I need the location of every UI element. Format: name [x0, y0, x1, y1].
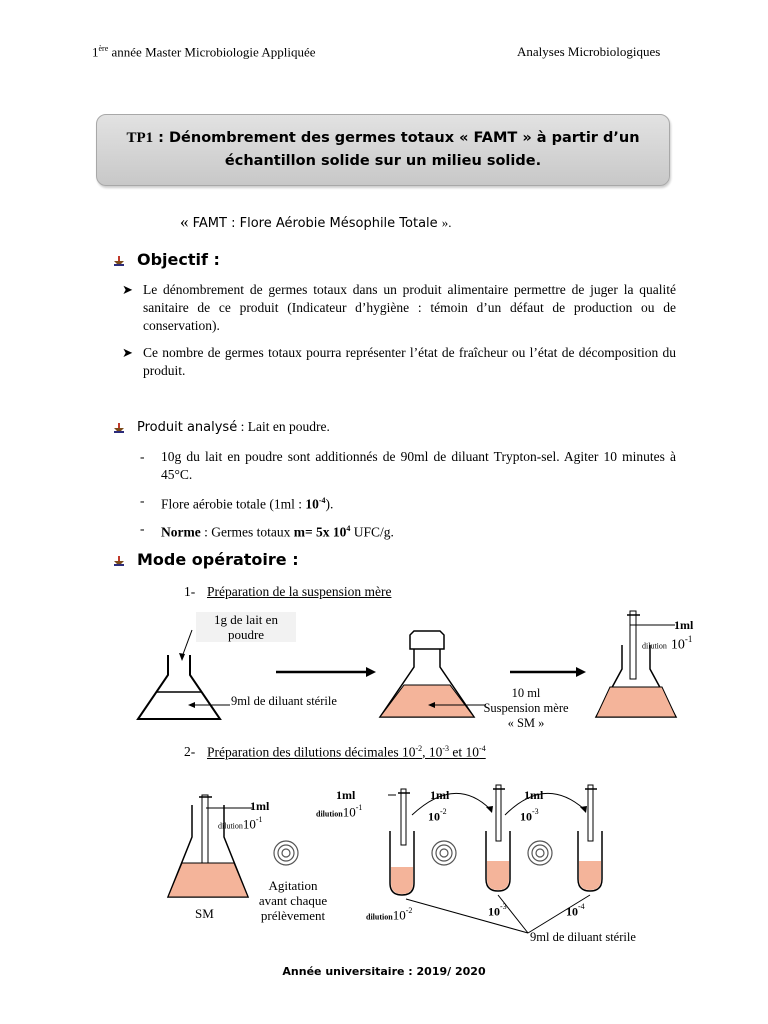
header-left: 1ère année Master Microbiologie Appliquée	[92, 44, 316, 60]
produit-item-3: Norme : Germes totaux m= 5x $10^4$ UFC/g.	[161, 524, 394, 540]
objectif-bullet-2: Ce nombre de germes totaux pourra représenter l’état de fraîcheur ou l’état de décomposition du produit.	[143, 345, 676, 378]
mode-heading: Mode opératoire :	[137, 550, 299, 569]
produit-item-1: 10g du lait en poudre sont additionnés de 90ml de diluant Trypton-sel. Agiter 10 minutes à 45°C.	[161, 449, 676, 482]
footer: Année universitaire : 2019/ 2020	[282, 965, 486, 978]
flask-sm	[380, 631, 474, 717]
dilution-label-t2: $10^{-2}$	[428, 807, 447, 824]
famt-definition: « FAMT : Flore Aérobie Mésophile Totale ».	[180, 212, 452, 231]
step1-number: 1-	[184, 584, 196, 599]
dash-icon: -	[140, 493, 145, 508]
title-box	[96, 114, 670, 186]
flask-pipette	[596, 611, 676, 717]
dilution-label-1: dilution $10^{-1}$	[642, 634, 693, 653]
tube-2	[486, 785, 510, 891]
arrow-bullet-icon: ➤	[122, 345, 133, 360]
step2-number: 2-	[184, 744, 196, 759]
ml-label-t1: 1ml	[336, 788, 356, 802]
diluant-label-1: 9ml de diluant stérile	[231, 694, 337, 708]
bullet-icon	[114, 556, 124, 566]
step2-title: Préparation des dilutions décimales $10^{-2}$, $10^{-3}$ et $10^{-4}$	[207, 744, 486, 760]
bullet-icon	[114, 256, 124, 266]
produit-line: Produit analysé : Lait en poudre.	[137, 419, 330, 435]
ml-label-t3: 1ml	[524, 788, 544, 802]
sample-label: 1g de lait en poudre	[196, 612, 296, 642]
flask-sm-2	[168, 795, 252, 897]
sm-label: 10 ml Suspension mère « SM »	[483, 686, 569, 730]
objectif-heading: Objectif :	[137, 250, 220, 269]
flask-empty	[138, 655, 220, 719]
diluant-label-2: 9ml de diluant stérile	[530, 930, 636, 944]
sm-label-2: SM	[195, 906, 214, 921]
ml-label-1: 1ml	[674, 618, 694, 632]
dash-icon: -	[140, 449, 145, 464]
dilution-label-b2: $10^{-3}$	[488, 902, 507, 919]
bullet-icon	[114, 423, 124, 433]
ml-label-t2: 1ml	[430, 788, 450, 802]
dilution-label-b3: $10^{-4}$	[566, 902, 585, 919]
dilution-label-b1: $dilution10^{-2}$	[366, 906, 413, 923]
produit-item-2: Flore aérobie totale (1ml : $10^{-4}$).	[161, 496, 334, 512]
step1-title: Préparation de la suspension mère	[207, 584, 392, 599]
tube-3	[578, 785, 602, 891]
arrow-bullet-icon: ➤	[122, 282, 133, 297]
header-right: Analyses Microbiologiques	[517, 44, 661, 59]
dash-icon: -	[140, 521, 145, 536]
objectif-bullet-1: Le dénombrement de germes totaux dans un produit alimentaire permettre de juger la qualité sanitaire de ce produit (Indicateur d’hygiène : témoin d’un défaut de production ou de conservation).	[143, 282, 676, 333]
dilution-label-t1: $dilution10^{-1}$	[316, 803, 363, 820]
ml-label-sm: 1ml	[250, 799, 270, 813]
dilution-label-t3: $10^{-3}$	[520, 807, 539, 824]
tube-1	[390, 789, 414, 895]
page-title: TP1 : Dénombrement des germes totaux « FAMT » à partir d’un échantillon solide sur un milieu solide.	[126, 130, 640, 169]
agitation-label: Agitation avant chaque prélèvement	[258, 878, 328, 923]
dilution-label-sm: $dilution10^{-1}$	[218, 815, 263, 832]
